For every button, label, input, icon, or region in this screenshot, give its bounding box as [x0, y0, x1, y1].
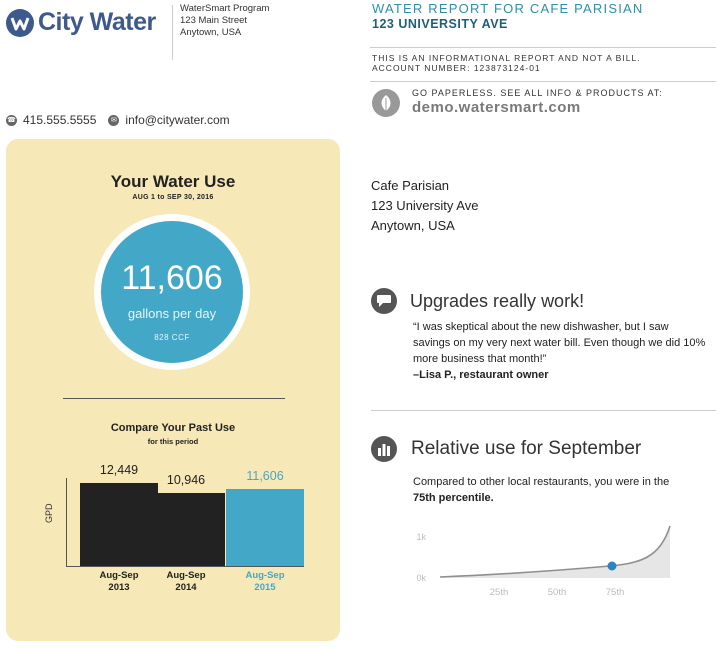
- usage-unit: gallons per day: [127, 306, 217, 321]
- past-use-bar-chart: [0, 0, 340, 620]
- compare-subtitle: for this period: [147, 437, 199, 446]
- percentile-curve-chart: [405, 518, 685, 602]
- divider: [370, 47, 716, 48]
- bar-value-label: 10,946: [166, 473, 206, 487]
- relative-use-text: [413, 474, 683, 506]
- y-axis-label: GPD: [44, 503, 54, 523]
- report-notice: [372, 53, 641, 73]
- testimonial-quote: “I was skeptical about the new dishwasher, but I saw savings on my very next water bill. Even though we did 10% more business that month!”: [413, 321, 706, 365]
- bar-category-label: Aug-Sep 2014: [166, 570, 206, 593]
- testimonial-header: [371, 288, 584, 314]
- program-street: 123 Main Street: [180, 15, 248, 26]
- compare-title: Compare Your Past Use: [110, 422, 236, 434]
- bar-category-label: Aug-Sep 2013: [99, 570, 139, 593]
- relative-use-heading: Relative use for September: [411, 438, 642, 459]
- email-address[interactable]: info@citywater.com: [125, 113, 230, 127]
- water-use-period: AUG 1 to SEP 30, 2016: [132, 194, 214, 201]
- leaf-icon: [372, 89, 400, 117]
- account-label: ACCOUNT NUMBER:: [372, 63, 471, 73]
- mailing-city: Anytown, USA: [371, 218, 455, 233]
- paperless-banner: [372, 88, 663, 117]
- bar-chart-icon: [371, 436, 397, 462]
- speech-bubble-icon: [371, 288, 397, 314]
- divider: [371, 410, 716, 411]
- phone-icon: ☎: [6, 115, 17, 126]
- x-tick-label: 75th: [605, 587, 625, 598]
- paperless-url[interactable]: demo.watersmart.com: [412, 99, 581, 116]
- testimonial: [413, 319, 708, 383]
- bar-value-label: 11,606: [246, 469, 284, 483]
- your-percentile-marker: [608, 562, 617, 571]
- y-tick-label: 1k: [416, 532, 426, 542]
- testimonial-author: –Lisa P., restaurant owner: [413, 369, 549, 381]
- account-number: 123873124-01: [473, 63, 541, 73]
- program-city: Anytown, USA: [180, 27, 242, 38]
- usage-ccf: 828 CCF: [154, 333, 190, 342]
- program-name: WaterSmart Program: [180, 3, 270, 14]
- x-tick-label: 50th: [547, 587, 567, 598]
- mailing-street: 123 University Ave: [371, 198, 479, 213]
- x-tick-label: 25th: [489, 587, 509, 598]
- percentile-text: 75th percentile.: [413, 492, 494, 504]
- report-title: WATER REPORT FOR CAFE PARISIAN: [372, 1, 644, 16]
- usage-value: 11,606: [121, 259, 223, 297]
- mailing-name: Cafe Parisian: [371, 178, 450, 193]
- mailing-address: [371, 176, 478, 236]
- water-use-title: Your Water Use: [110, 172, 236, 191]
- y-tick-label: 0k: [416, 573, 426, 583]
- testimonial-heading: Upgrades really work!: [410, 290, 585, 311]
- relative-text-prefix: Compared to other local restaurants, you were in the: [413, 476, 670, 488]
- phone-number[interactable]: 415.555.5555: [23, 113, 97, 127]
- bar-3: [226, 489, 304, 566]
- relative-use-header: [371, 436, 641, 462]
- bar-category-label: Aug-Sep 2015: [245, 570, 285, 593]
- bar-value-label: 12,449: [99, 463, 139, 477]
- report-address: 123 UNIVERSITY AVE: [372, 17, 508, 31]
- email-icon: ✉: [108, 115, 119, 126]
- bar-2: [147, 493, 225, 566]
- brand-name: City Water: [38, 8, 156, 36]
- notice-text: THIS IS AN INFORMATIONAL REPORT AND NOT A BILL.: [372, 53, 641, 63]
- divider: [370, 81, 716, 82]
- paperless-text: GO PAPERLESS. SEE ALL INFO & PRODUCTS AT:: [412, 88, 663, 98]
